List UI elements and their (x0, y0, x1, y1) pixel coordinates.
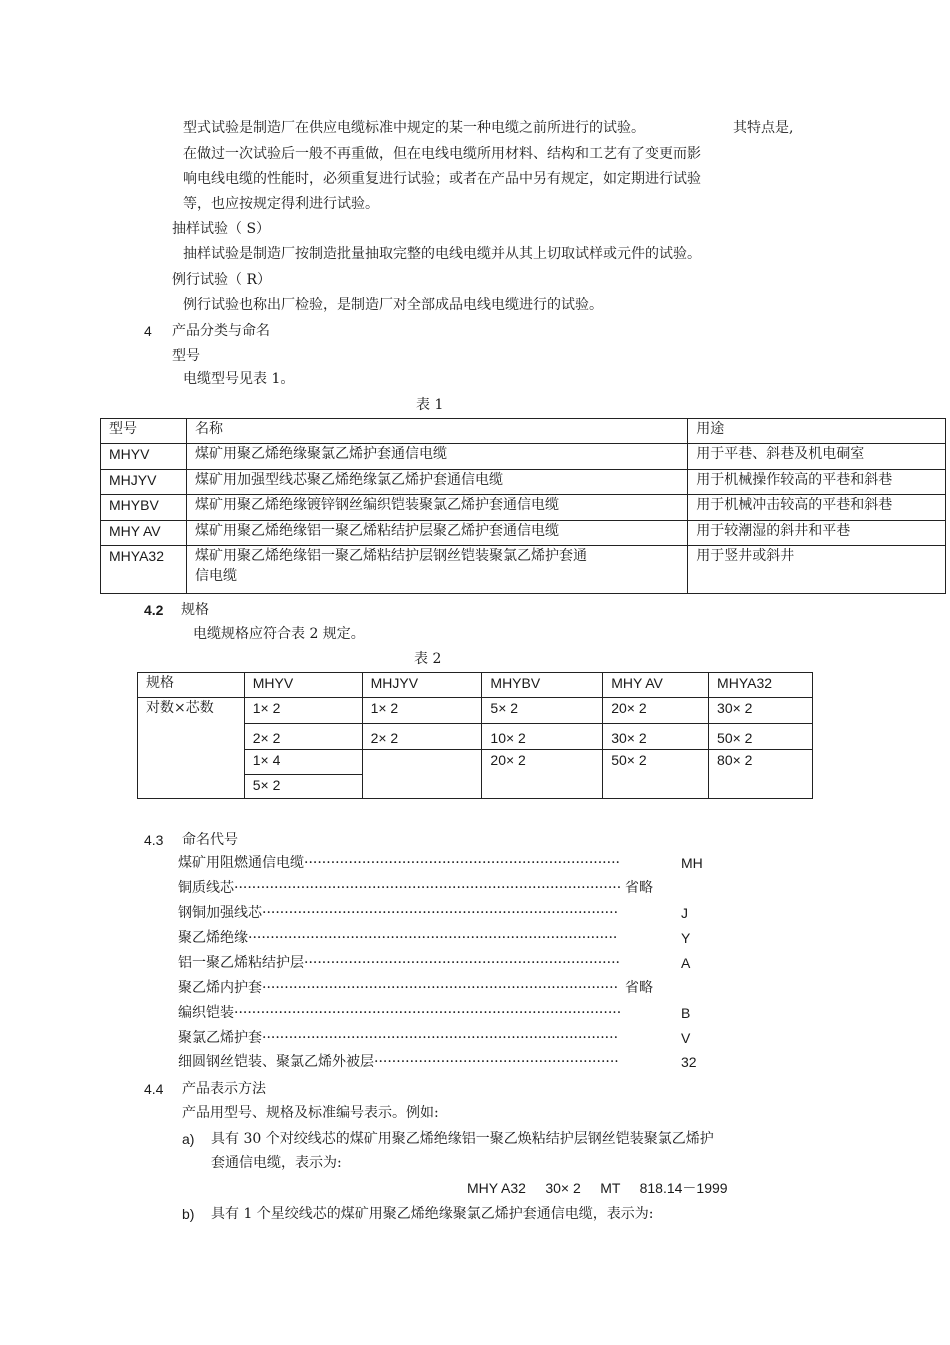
model-cell: MHYA32 (101, 546, 187, 594)
intro-line-4: 等，也应按规定得利进行试验。 (183, 196, 379, 212)
code-value: V (681, 1030, 691, 1046)
section-4-4-number: 4.4 (144, 1081, 164, 1097)
table1-reference: 电缆型号见表 1。 (183, 371, 295, 387)
table-header-cell: 名称 (186, 419, 687, 444)
section-4-4-title: 产品表示方法 (182, 1081, 266, 1097)
code-value: Y (681, 930, 691, 946)
code-value: MH (681, 855, 703, 871)
code-value: B (681, 1005, 691, 1021)
table2-reference: 电缆规格应符合表 2 规定。 (193, 626, 365, 642)
code-label: 聚乙烯绝缘··················································································· (178, 930, 618, 946)
table-cell: 1× 2 (244, 698, 362, 724)
item-a-line-2: 套通信电缆，表示为: (211, 1155, 342, 1171)
table-cell (362, 750, 482, 799)
table-header-cell: MHY AV (603, 673, 709, 698)
table-cell: 80× 2 (709, 750, 813, 799)
leader-dots: ················································································ (262, 1030, 619, 1046)
code-value: 省略 (625, 880, 653, 896)
table-header-cell: 型号 (101, 419, 187, 444)
sample-test-heading: 抽样试验（ S） (172, 221, 271, 237)
table-row (101, 546, 946, 594)
leader-dots: ······················································· (374, 1054, 619, 1070)
name-cell: 煤矿用聚乙烯绝缘镀锌钢丝编织铠装聚氯乙烯护套通信电缆 (186, 495, 687, 521)
table-header-cell: MHYBV (482, 673, 603, 698)
name-cell: 煤矿用聚乙烯绝缘铝一聚乙烯粘结护层聚乙烯护套通信电缆 (186, 521, 687, 546)
table-cell: 1× 2 (362, 698, 482, 724)
usage-cell: 用于竖井或斜井 (688, 546, 946, 594)
code-value: 32 (681, 1054, 697, 1070)
code-value: J (681, 905, 688, 921)
table-cell: 30× 2 (709, 698, 813, 724)
table-header-row (101, 419, 946, 444)
table-cell: 20× 2 (603, 698, 709, 724)
model-cell: MHYBV (101, 495, 187, 521)
leader-dots: ······································································· (304, 855, 620, 871)
intro-line-1b: 其特点是, (733, 120, 794, 136)
table2-caption: 表 2 (414, 651, 442, 667)
routine-test-heading: 例行试验（ R） (172, 272, 271, 288)
code-label: 铝一聚乙烯粘结护层······································································· (178, 955, 620, 971)
leader-dots: ······················································································· (234, 1005, 622, 1021)
table-header-cell: MHYV (244, 673, 362, 698)
leader-dots: ················································································ (262, 905, 619, 921)
code-value: A (681, 955, 691, 971)
code-label: 聚乙烯内护套················································································ (178, 980, 619, 996)
table-cell: 2× 2 (244, 724, 362, 750)
model-table (100, 418, 946, 594)
table-cell: 50× 2 (709, 724, 813, 750)
table-row (101, 470, 946, 495)
sample-test-body: 抽样试验是制造厂按制造批量抽取完整的电线电缆并从其上切取试样或元件的试验。 (183, 246, 701, 262)
table-cell: 50× 2 (603, 750, 709, 799)
model-subheading: 型号 (172, 348, 200, 364)
section-4-2-number: 4.2 (144, 602, 164, 618)
table-header-row (138, 673, 813, 698)
name-cell (186, 546, 687, 594)
table-header-cell: 用途 (688, 419, 946, 444)
code-label: 聚氯乙烯护套················································································ (178, 1030, 619, 1046)
code-label: 钢铜加强线芯················································································ (178, 905, 619, 921)
item-a-example: MHY A32 30× 2 MT 818.14－1999 (467, 1180, 728, 1196)
leader-dots: ··················································································· (248, 930, 618, 946)
section-4-number: 4 (144, 323, 152, 339)
code-label: 铜质线芯······················································································· (178, 880, 622, 896)
name-cell: 煤矿用加强型线芯聚乙烯绝缘氯乙烯护套通信电缆 (186, 470, 687, 495)
table-header-cell: MHYA32 (709, 673, 813, 698)
name-cell: 煤矿用聚乙烯绝缘聚氯乙烯护套通信电缆 (186, 444, 687, 470)
table-cell: 1× 4 (244, 750, 362, 775)
usage-cell: 用于机械操作较高的平巷和斜巷 (688, 470, 946, 495)
item-a-marker: a) (182, 1131, 195, 1147)
name-cell-line: 信电缆 (194, 568, 237, 584)
table-header-cell: MHJYV (362, 673, 482, 698)
section-4-3-number: 4.3 (144, 832, 164, 848)
code-value: 省略 (625, 980, 653, 996)
item-a-line-1: 具有 30 个对绞线芯的煤矿用聚乙烯绝缘铝一聚乙焕粘结护层钢丝铠装聚氯乙烯护 (211, 1131, 714, 1147)
table-cell: 30× 2 (603, 724, 709, 750)
leader-dots: ················································································ (262, 980, 619, 996)
table-cell: 5× 2 (244, 775, 362, 799)
model-cell: MHJYV (101, 470, 187, 495)
table-row (101, 521, 946, 546)
spec-table (137, 672, 813, 799)
section-4-2-title: 规格 (181, 602, 209, 618)
usage-cell: 用于平巷、斜巷及机电硐室 (688, 444, 946, 470)
row-label-cell: 对数×芯数 (138, 698, 245, 799)
code-label: 细圆钢丝铠装、聚氯乙烯外被层······················································· (178, 1054, 619, 1070)
model-cell: MHYV (101, 444, 187, 470)
item-b-line-1: 具有 1 个星绞线芯的煤矿用聚乙烯绝缘聚氯乙烯护套通信电缆，表示为: (211, 1206, 654, 1222)
intro-line-2: 在做过一次试验后一般不再重做，但在电线电缆所用材料、结构和工艺有了变更而影 (183, 146, 701, 162)
intro-line-3: 响电线电缆的性能时，必须重复进行试验；或者在产品中另有规定，如定期进行试验 (183, 171, 701, 187)
table-row (138, 698, 813, 724)
usage-cell: 用于较潮湿的斜井和平巷 (688, 521, 946, 546)
table-row (101, 444, 946, 470)
item-b-marker: b) (182, 1206, 195, 1222)
leader-dots: ······································································· (304, 955, 620, 971)
code-label: 编织铠装······················································································· (178, 1005, 622, 1021)
routine-test-body: 例行试验也称出厂检验，是制造厂对全部成品电线电缆进行的试验。 (183, 297, 603, 313)
intro-line-1a: 型式试验是制造厂在供应电缆标准中规定的某一种电缆之前所进行的试验。 (183, 120, 645, 136)
table-cell: 2× 2 (362, 724, 482, 750)
section-4-title: 产品分类与命名 (172, 323, 270, 339)
name-cell-line: 煤矿用聚乙烯绝缘铝一聚乙烯粘结护层钢丝铠装聚氯乙烯护套通 (194, 548, 587, 564)
table-cell: 10× 2 (482, 724, 603, 750)
table1-caption: 表 1 (416, 397, 444, 413)
code-label: 煤矿用阻燃通信电缆······································································· (178, 855, 620, 871)
model-cell: MHY AV (101, 521, 187, 546)
usage-cell: 用于机械冲击较高的平巷和斜巷 (688, 495, 946, 521)
table-cell: 20× 2 (482, 750, 603, 799)
representation-intro: 产品用型号、规格及标准编号表示。例如: (182, 1105, 439, 1121)
section-4-3-title: 命名代号 (182, 832, 238, 848)
table-row (101, 495, 946, 521)
leader-dots: ······················································································· (234, 880, 622, 896)
table-cell: 5× 2 (482, 698, 603, 724)
table-header-cell: 规格 (138, 673, 245, 698)
